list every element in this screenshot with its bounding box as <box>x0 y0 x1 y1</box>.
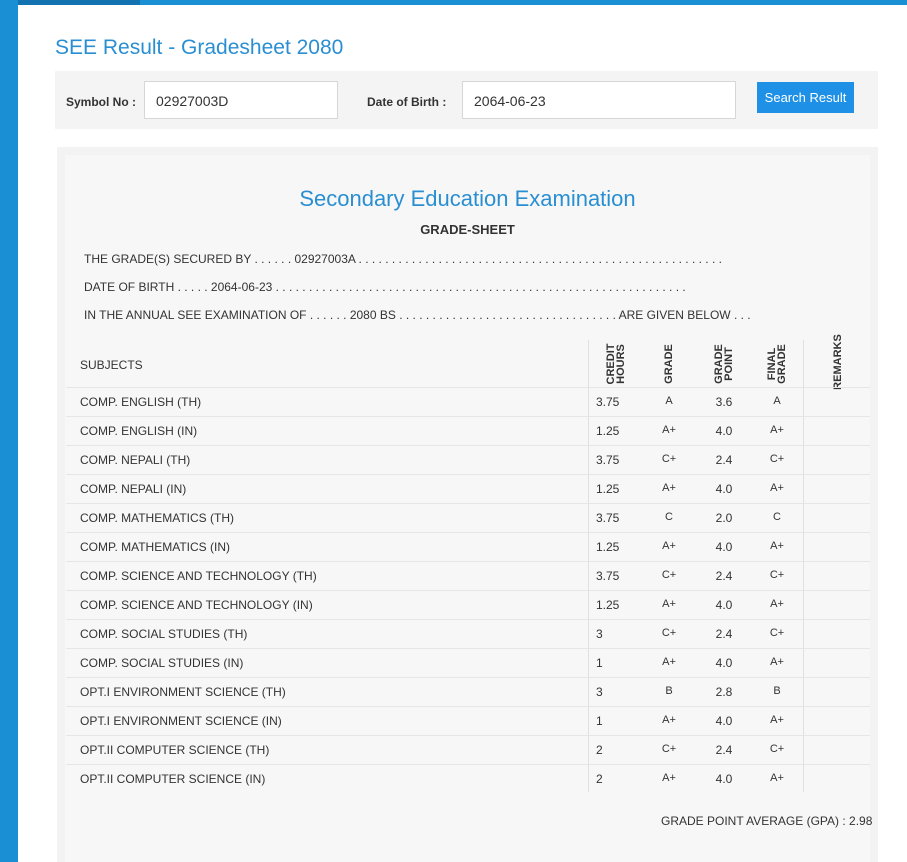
symbol-label: Symbol No : <box>66 95 137 109</box>
top-accent-bar-active <box>0 0 140 5</box>
subject-cell: OPT.I ENVIRONMENT SCIENCE (TH) <box>80 685 286 699</box>
symbol-input[interactable]: 02927003D <box>144 81 338 119</box>
left-sidebar-strip <box>0 0 18 862</box>
grade-cell: A+ <box>662 540 676 552</box>
credit-hours-cell: 1 <box>596 714 603 728</box>
credit-hours-cell: 3.75 <box>596 569 620 583</box>
subject-cell: OPT.II COMPUTER SCIENCE (TH) <box>80 743 270 757</box>
grade-cell: C+ <box>661 627 677 639</box>
grade-cell: C+ <box>661 453 677 465</box>
subject-cell: COMP. SCIENCE AND TECHNOLOGY (IN) <box>80 598 313 612</box>
subject-cell: COMP. NEPALI (IN) <box>80 482 187 496</box>
final-grade-cell: C <box>773 511 781 523</box>
credit-hours-cell: 1.25 <box>596 540 620 554</box>
credit-hours-cell: 1.25 <box>596 424 620 438</box>
table-row <box>66 445 870 474</box>
credit-hours-cell: 2 <box>596 743 603 757</box>
final-grade-cell: C+ <box>769 743 785 755</box>
credit-hours-cell: 3.75 <box>596 453 620 467</box>
grade-cell: A+ <box>662 772 676 784</box>
table-row <box>66 648 870 677</box>
grade-cell: A+ <box>662 424 676 436</box>
subject-cell: OPT.I ENVIRONMENT SCIENCE (IN) <box>80 714 282 728</box>
grade-point-cell: 2.4 <box>715 627 733 641</box>
final-grade-cell: A+ <box>770 772 784 784</box>
header-remarks: REMARKS <box>832 334 844 390</box>
grade-point-cell: 4.0 <box>715 540 733 554</box>
gradesheet-title: GRADE-SHEET <box>420 222 515 237</box>
grade-point-cell: 4.0 <box>715 424 733 438</box>
date-of-birth-line: DATE OF BIRTH . . . . . 2064-06-23 . . . . . . . . . . . . . . . . . . . . . . . . . . . . . . . . . . . . . . . . . . . . . . . . . . . . . . . . . . . . . . <box>84 280 686 294</box>
credit-hours-cell: 1.25 <box>596 482 620 496</box>
grade-point-cell: 2.4 <box>715 569 733 583</box>
grade-point-cell: 3.6 <box>715 395 733 409</box>
subject-cell: COMP. NEPALI (TH) <box>80 453 191 467</box>
header-credit-hours: CREDIT HOURS <box>605 343 627 385</box>
grade-cell: C+ <box>661 743 677 755</box>
grade-point-cell: 4.0 <box>715 656 733 670</box>
table-row <box>66 532 870 561</box>
dob-input[interactable]: 2064-06-23 <box>462 81 736 119</box>
grade-cell: C <box>665 511 673 523</box>
table-row <box>66 735 870 764</box>
header-final-grade: FINAL GRADE <box>766 344 788 384</box>
table-row <box>66 474 870 503</box>
credit-hours-cell: 3.75 <box>596 511 620 525</box>
search-result-button[interactable]: Search Result <box>757 82 854 113</box>
page-title: SEE Result - Gradesheet 2080 <box>55 36 344 59</box>
grade-cell: A <box>665 395 673 407</box>
credit-hours-cell: 3 <box>596 627 603 641</box>
header-subjects: SUBJECTS <box>80 358 143 372</box>
grade-point-cell: 4.0 <box>715 598 733 612</box>
final-grade-cell: A+ <box>770 540 784 552</box>
subject-cell: OPT.II COMPUTER SCIENCE (IN) <box>80 772 266 786</box>
grade-point-cell: 2.8 <box>715 685 733 699</box>
subject-cell: COMP. ENGLISH (TH) <box>80 395 202 409</box>
grade-cell: A+ <box>662 482 676 494</box>
exam-title: Secondary Education Examination <box>299 186 636 211</box>
subject-cell: COMP. MATHEMATICS (IN) <box>80 540 230 554</box>
final-grade-cell: A+ <box>770 598 784 610</box>
grade-cell: A+ <box>662 598 676 610</box>
table-row <box>66 561 870 590</box>
final-grade-cell: A+ <box>770 482 784 494</box>
grade-cell: B <box>665 685 673 697</box>
table-row <box>66 764 870 793</box>
header-grade: GRADE <box>663 344 675 384</box>
table-row <box>66 706 870 735</box>
subject-cell: COMP. SCIENCE AND TECHNOLOGY (TH) <box>80 569 317 583</box>
table-row <box>66 503 870 532</box>
grade-point-cell: 4.0 <box>715 772 733 786</box>
credit-hours-cell: 1 <box>596 656 603 670</box>
table-header <box>66 334 870 390</box>
dob-label: Date of Birth : <box>367 95 447 109</box>
header-grade-point: GRADE POINT <box>713 344 735 384</box>
grade-cell: A+ <box>662 656 676 668</box>
table-row <box>66 590 870 619</box>
table-row <box>66 416 870 445</box>
exam-year-line: IN THE ANNUAL SEE EXAMINATION OF . . . . . . 2080 BS . . . . . . . . . . . . . . . . . . . . . . . . . . . . . . . . . ARE GIVEN BELOW . . . <box>84 308 751 322</box>
search-panel <box>55 71 878 129</box>
credit-hours-cell: 3 <box>596 685 603 699</box>
credit-hours-cell: 2 <box>596 772 603 786</box>
final-grade-cell: B <box>773 685 781 697</box>
subject-cell: COMP. SOCIAL STUDIES (IN) <box>80 656 244 670</box>
grade-cell: A+ <box>662 714 676 726</box>
grade-cell: C+ <box>661 569 677 581</box>
table-row <box>66 677 870 706</box>
table-row <box>66 387 870 416</box>
final-grade-cell: C+ <box>769 569 785 581</box>
final-grade-cell: A+ <box>770 714 784 726</box>
subject-cell: COMP. ENGLISH (IN) <box>80 424 198 438</box>
final-grade-cell: A+ <box>770 424 784 436</box>
final-grade-cell: C+ <box>769 453 785 465</box>
final-grade-cell: C+ <box>769 627 785 639</box>
final-grade-cell: A <box>773 395 781 407</box>
subject-cell: COMP. SOCIAL STUDIES (TH) <box>80 627 248 641</box>
grade-point-cell: 2.4 <box>715 453 733 467</box>
grade-point-cell: 4.0 <box>715 482 733 496</box>
grade-point-cell: 2.0 <box>715 511 733 525</box>
grade-point-cell: 4.0 <box>715 714 733 728</box>
table-row <box>66 619 870 648</box>
subject-cell: COMP. MATHEMATICS (TH) <box>80 511 234 525</box>
grades-secured-line: THE GRADE(S) SECURED BY . . . . . . 02927003A . . . . . . . . . . . . . . . . . . . . . . . . . . . . . . . . . . . . . . . . . . . . . . . . . . . . . . . <box>84 252 722 266</box>
credit-hours-cell: 3.75 <box>596 395 620 409</box>
gpa-summary: GRADE POINT AVERAGE (GPA) : 2.98 <box>661 814 873 828</box>
credit-hours-cell: 1.25 <box>596 598 620 612</box>
grade-point-cell: 2.4 <box>715 743 733 757</box>
final-grade-cell: A+ <box>770 656 784 668</box>
